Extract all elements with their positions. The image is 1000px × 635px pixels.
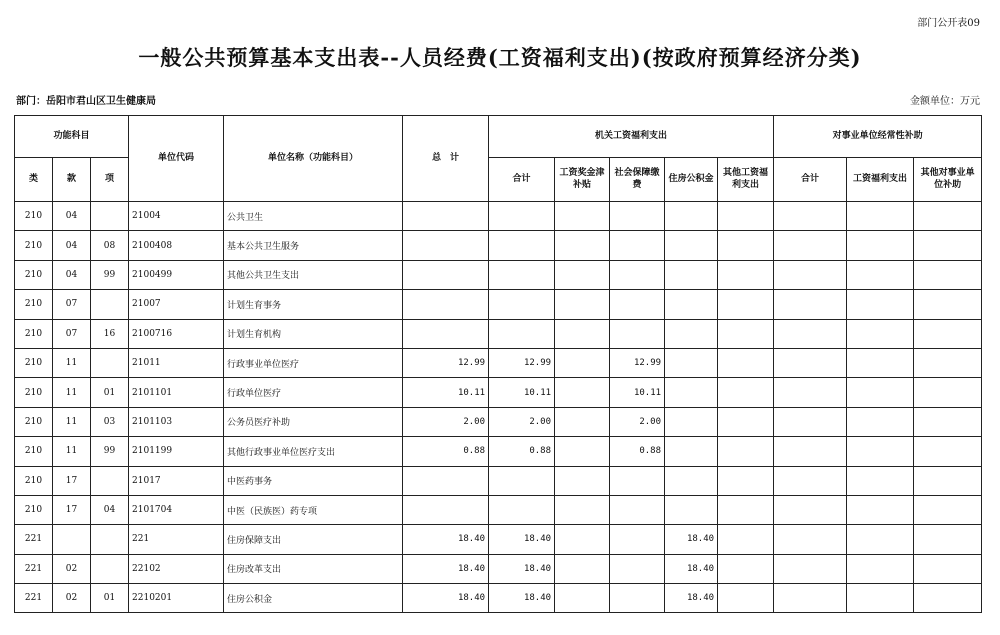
cell-org-other: [718, 319, 774, 348]
cell-sub-other: [914, 584, 982, 613]
cell-org-sum: 18.40: [489, 584, 555, 613]
cell-total: 2.00: [403, 407, 489, 436]
cell-org-housing: [665, 319, 718, 348]
cell-org-social: [610, 319, 665, 348]
cell-org-other: [718, 407, 774, 436]
table-row: [15, 290, 982, 319]
cell-unit-code: 2101101: [129, 378, 224, 407]
cell-org-wage: [555, 495, 610, 524]
cell-kuan: 11: [53, 378, 91, 407]
cell-org-sum: [489, 231, 555, 260]
cell-xiang: 03: [91, 407, 129, 436]
cell-org-wage: [555, 260, 610, 289]
cell-sub-sum: [774, 437, 847, 466]
cell-org-wage: [555, 407, 610, 436]
cell-kuan: 07: [53, 290, 91, 319]
cell-kuan: 02: [53, 584, 91, 613]
cell-sub-other: [914, 466, 982, 495]
cell-org-social: [610, 202, 665, 231]
cell-lei: 210: [15, 437, 53, 466]
cell-total: 18.40: [403, 525, 489, 554]
cell-org-housing: [665, 348, 718, 377]
cell-org-sum: 18.40: [489, 525, 555, 554]
cell-sub-other: [914, 554, 982, 583]
cell-org-sum: [489, 260, 555, 289]
cell-unit-name: 计划生育机构: [224, 319, 403, 348]
cell-lei: 210: [15, 466, 53, 495]
cell-sub-wage: [847, 348, 914, 377]
cell-sub-other: [914, 319, 982, 348]
cell-sub-sum: [774, 202, 847, 231]
header-org-other: 其他工资福利支出: [718, 158, 774, 202]
header-sub-wage: 工资福利支出: [847, 158, 914, 202]
cell-sub-other: [914, 378, 982, 407]
cell-xiang: 04: [91, 495, 129, 524]
cell-sub-wage: [847, 554, 914, 583]
cell-unit-code: 2210201: [129, 584, 224, 613]
cell-unit-code: 22102: [129, 554, 224, 583]
cell-unit-name: 住房保障支出: [224, 525, 403, 554]
cell-unit-name: 公务员医疗补助: [224, 407, 403, 436]
cell-org-wage: [555, 378, 610, 407]
cell-unit-code: 21004: [129, 202, 224, 231]
table-row: [15, 437, 982, 466]
header-unit-code: 单位代码: [129, 116, 224, 202]
header-sub-other: 其他对事业单位补助: [914, 158, 982, 202]
cell-org-sum: 12.99: [489, 348, 555, 377]
cell-sub-wage: [847, 525, 914, 554]
cell-org-wage: [555, 466, 610, 495]
cell-sub-sum: [774, 525, 847, 554]
cell-xiang: 99: [91, 437, 129, 466]
header-org-sum: 合计: [489, 158, 555, 202]
cell-unit-name: 住房公积金: [224, 584, 403, 613]
budget-table: [14, 115, 982, 613]
cell-org-wage: [555, 319, 610, 348]
cell-org-sum: [489, 319, 555, 348]
cell-org-wage: [555, 584, 610, 613]
cell-total: 0.88: [403, 437, 489, 466]
table-row: [15, 378, 982, 407]
cell-sub-wage: [847, 202, 914, 231]
cell-lei: 210: [15, 378, 53, 407]
table-row: [15, 348, 982, 377]
cell-unit-code: 2100408: [129, 231, 224, 260]
cell-org-social: [610, 495, 665, 524]
cell-sub-sum: [774, 290, 847, 319]
cell-org-other: [718, 378, 774, 407]
table-row: [15, 407, 982, 436]
cell-total: [403, 466, 489, 495]
cell-total: [403, 290, 489, 319]
table-row: [15, 495, 982, 524]
cell-kuan: 17: [53, 495, 91, 524]
cell-unit-name: 行政单位医疗: [224, 378, 403, 407]
cell-sub-other: [914, 525, 982, 554]
cell-sub-sum: [774, 466, 847, 495]
cell-sub-sum: [774, 260, 847, 289]
cell-org-housing: [665, 231, 718, 260]
cell-org-housing: [665, 407, 718, 436]
cell-org-sum: 2.00: [489, 407, 555, 436]
cell-org-social: 10.11: [610, 378, 665, 407]
header-org-social: 社会保障缴费: [610, 158, 665, 202]
cell-sub-sum: [774, 231, 847, 260]
cell-unit-name: 中医药事务: [224, 466, 403, 495]
cell-unit-name: 中医（民族医）药专项: [224, 495, 403, 524]
cell-kuan: 11: [53, 437, 91, 466]
cell-lei: 210: [15, 202, 53, 231]
cell-org-sum: [489, 466, 555, 495]
header-kuan: 款: [53, 158, 91, 202]
cell-org-wage: [555, 290, 610, 319]
cell-unit-code: 221: [129, 525, 224, 554]
cell-org-other: [718, 260, 774, 289]
header-sub-sum: 合计: [774, 158, 847, 202]
cell-org-other: [718, 290, 774, 319]
cell-lei: 221: [15, 554, 53, 583]
cell-org-wage: [555, 525, 610, 554]
cell-org-other: [718, 231, 774, 260]
cell-org-social: [610, 554, 665, 583]
cell-kuan: 04: [53, 202, 91, 231]
cell-xiang: 08: [91, 231, 129, 260]
cell-sub-sum: [774, 407, 847, 436]
cell-org-social: 12.99: [610, 348, 665, 377]
cell-sub-other: [914, 202, 982, 231]
cell-total: [403, 495, 489, 524]
cell-unit-code: 2101704: [129, 495, 224, 524]
cell-unit-name: 基本公共卫生服务: [224, 231, 403, 260]
cell-org-sum: [489, 495, 555, 524]
cell-unit-name: 行政事业单位医疗: [224, 348, 403, 377]
cell-unit-code: 2100716: [129, 319, 224, 348]
cell-sub-other: [914, 437, 982, 466]
cell-xiang: 16: [91, 319, 129, 348]
cell-lei: 210: [15, 260, 53, 289]
cell-unit-code: 21011: [129, 348, 224, 377]
cell-xiang: 01: [91, 584, 129, 613]
cell-unit-code: 21007: [129, 290, 224, 319]
cell-lei: 221: [15, 584, 53, 613]
cell-kuan: [53, 525, 91, 554]
cell-org-other: [718, 495, 774, 524]
cell-org-housing: [665, 290, 718, 319]
cell-org-housing: [665, 437, 718, 466]
cell-org-other: [718, 202, 774, 231]
cell-lei: 210: [15, 290, 53, 319]
header-unit-name: 单位名称（功能科目）: [224, 116, 403, 202]
cell-xiang: [91, 525, 129, 554]
cell-unit-code: 2100499: [129, 260, 224, 289]
table-number-tag: 部门公开表09: [917, 18, 980, 29]
cell-unit-name: 其他行政事业单位医疗支出: [224, 437, 403, 466]
cell-unit-code: 21017: [129, 466, 224, 495]
cell-unit-name: 计划生育事务: [224, 290, 403, 319]
cell-sub-other: [914, 495, 982, 524]
cell-org-sum: [489, 202, 555, 231]
currency-unit-label: 金额单位：万元: [910, 96, 980, 107]
cell-sub-wage: [847, 584, 914, 613]
cell-org-housing: [665, 202, 718, 231]
table-row: [15, 231, 982, 260]
cell-org-social: [610, 290, 665, 319]
header-org-wage-group: 机关工资福利支出: [489, 116, 774, 158]
cell-unit-name: 住房改革支出: [224, 554, 403, 583]
cell-sub-wage: [847, 260, 914, 289]
cell-kuan: 11: [53, 407, 91, 436]
cell-sub-sum: [774, 584, 847, 613]
cell-org-social: 2.00: [610, 407, 665, 436]
cell-unit-name: 其他公共卫生支出: [224, 260, 403, 289]
cell-sub-other: [914, 231, 982, 260]
cell-xiang: [91, 290, 129, 319]
cell-org-social: 0.88: [610, 437, 665, 466]
table-row: [15, 319, 982, 348]
cell-lei: 210: [15, 231, 53, 260]
table-row: [15, 584, 982, 613]
cell-total: [403, 202, 489, 231]
table-row: [15, 554, 982, 583]
cell-lei: 210: [15, 319, 53, 348]
cell-xiang: [91, 348, 129, 377]
cell-org-other: [718, 525, 774, 554]
cell-kuan: 11: [53, 348, 91, 377]
cell-unit-code: 2101103: [129, 407, 224, 436]
cell-sub-sum: [774, 348, 847, 377]
cell-lei: 210: [15, 495, 53, 524]
cell-total: 18.40: [403, 554, 489, 583]
cell-unit-name: 公共卫生: [224, 202, 403, 231]
cell-sub-other: [914, 407, 982, 436]
cell-sub-sum: [774, 554, 847, 583]
cell-org-sum: 0.88: [489, 437, 555, 466]
cell-org-social: [610, 584, 665, 613]
cell-org-wage: [555, 348, 610, 377]
cell-org-sum: 10.11: [489, 378, 555, 407]
cell-org-other: [718, 584, 774, 613]
cell-sub-wage: [847, 319, 914, 348]
cell-org-social: [610, 525, 665, 554]
cell-org-other: [718, 348, 774, 377]
cell-org-housing: [665, 378, 718, 407]
table-row: [15, 466, 982, 495]
header-org-housing: 住房公积金: [665, 158, 718, 202]
table-row: [15, 260, 982, 289]
cell-lei: 210: [15, 348, 53, 377]
cell-total: 10.11: [403, 378, 489, 407]
header-function-subject: 功能科目: [15, 116, 129, 158]
cell-sub-wage: [847, 231, 914, 260]
cell-sub-sum: [774, 495, 847, 524]
cell-kuan: 02: [53, 554, 91, 583]
cell-org-housing: 18.40: [665, 554, 718, 583]
cell-xiang: 99: [91, 260, 129, 289]
cell-kuan: 17: [53, 466, 91, 495]
cell-org-sum: 18.40: [489, 554, 555, 583]
cell-sub-wage: [847, 378, 914, 407]
cell-org-housing: [665, 495, 718, 524]
cell-total: [403, 319, 489, 348]
header-xiang: 项: [91, 158, 129, 202]
cell-org-housing: [665, 466, 718, 495]
cell-org-housing: [665, 260, 718, 289]
cell-total: 12.99: [403, 348, 489, 377]
cell-org-wage: [555, 202, 610, 231]
cell-org-other: [718, 554, 774, 583]
cell-xiang: [91, 466, 129, 495]
header-lei: 类: [15, 158, 53, 202]
page-title: 一般公共预算基本支出表--人员经费(工资福利支出)(按政府预算经济分类): [138, 45, 862, 70]
header-subsidy-group: 对事业单位经常性补助: [774, 116, 982, 158]
cell-org-wage: [555, 554, 610, 583]
cell-org-social: [610, 466, 665, 495]
cell-sub-other: [914, 348, 982, 377]
cell-total: [403, 260, 489, 289]
cell-org-social: [610, 231, 665, 260]
cell-sub-wage: [847, 437, 914, 466]
table-row: [15, 202, 982, 231]
cell-lei: 221: [15, 525, 53, 554]
header-total: 总 计: [403, 116, 489, 202]
table-row: [15, 525, 982, 554]
cell-sub-wage: [847, 495, 914, 524]
header-org-wage: 工资奖金津补贴: [555, 158, 610, 202]
cell-xiang: [91, 554, 129, 583]
cell-org-sum: [489, 290, 555, 319]
cell-org-wage: [555, 437, 610, 466]
cell-lei: 210: [15, 407, 53, 436]
cell-sub-other: [914, 260, 982, 289]
cell-xiang: 01: [91, 378, 129, 407]
cell-org-other: [718, 466, 774, 495]
cell-sub-sum: [774, 378, 847, 407]
cell-org-housing: 18.40: [665, 584, 718, 613]
department-label: 部门：岳阳市君山区卫生健康局: [16, 96, 156, 107]
cell-sub-other: [914, 290, 982, 319]
cell-unit-code: 2101199: [129, 437, 224, 466]
cell-total: [403, 231, 489, 260]
cell-sub-wage: [847, 290, 914, 319]
cell-sub-wage: [847, 407, 914, 436]
cell-xiang: [91, 202, 129, 231]
cell-org-housing: 18.40: [665, 525, 718, 554]
cell-org-wage: [555, 231, 610, 260]
cell-org-social: [610, 260, 665, 289]
cell-kuan: 07: [53, 319, 91, 348]
cell-sub-wage: [847, 466, 914, 495]
cell-total: 18.40: [403, 584, 489, 613]
cell-sub-sum: [774, 319, 847, 348]
cell-kuan: 04: [53, 231, 91, 260]
cell-org-other: [718, 437, 774, 466]
cell-kuan: 04: [53, 260, 91, 289]
